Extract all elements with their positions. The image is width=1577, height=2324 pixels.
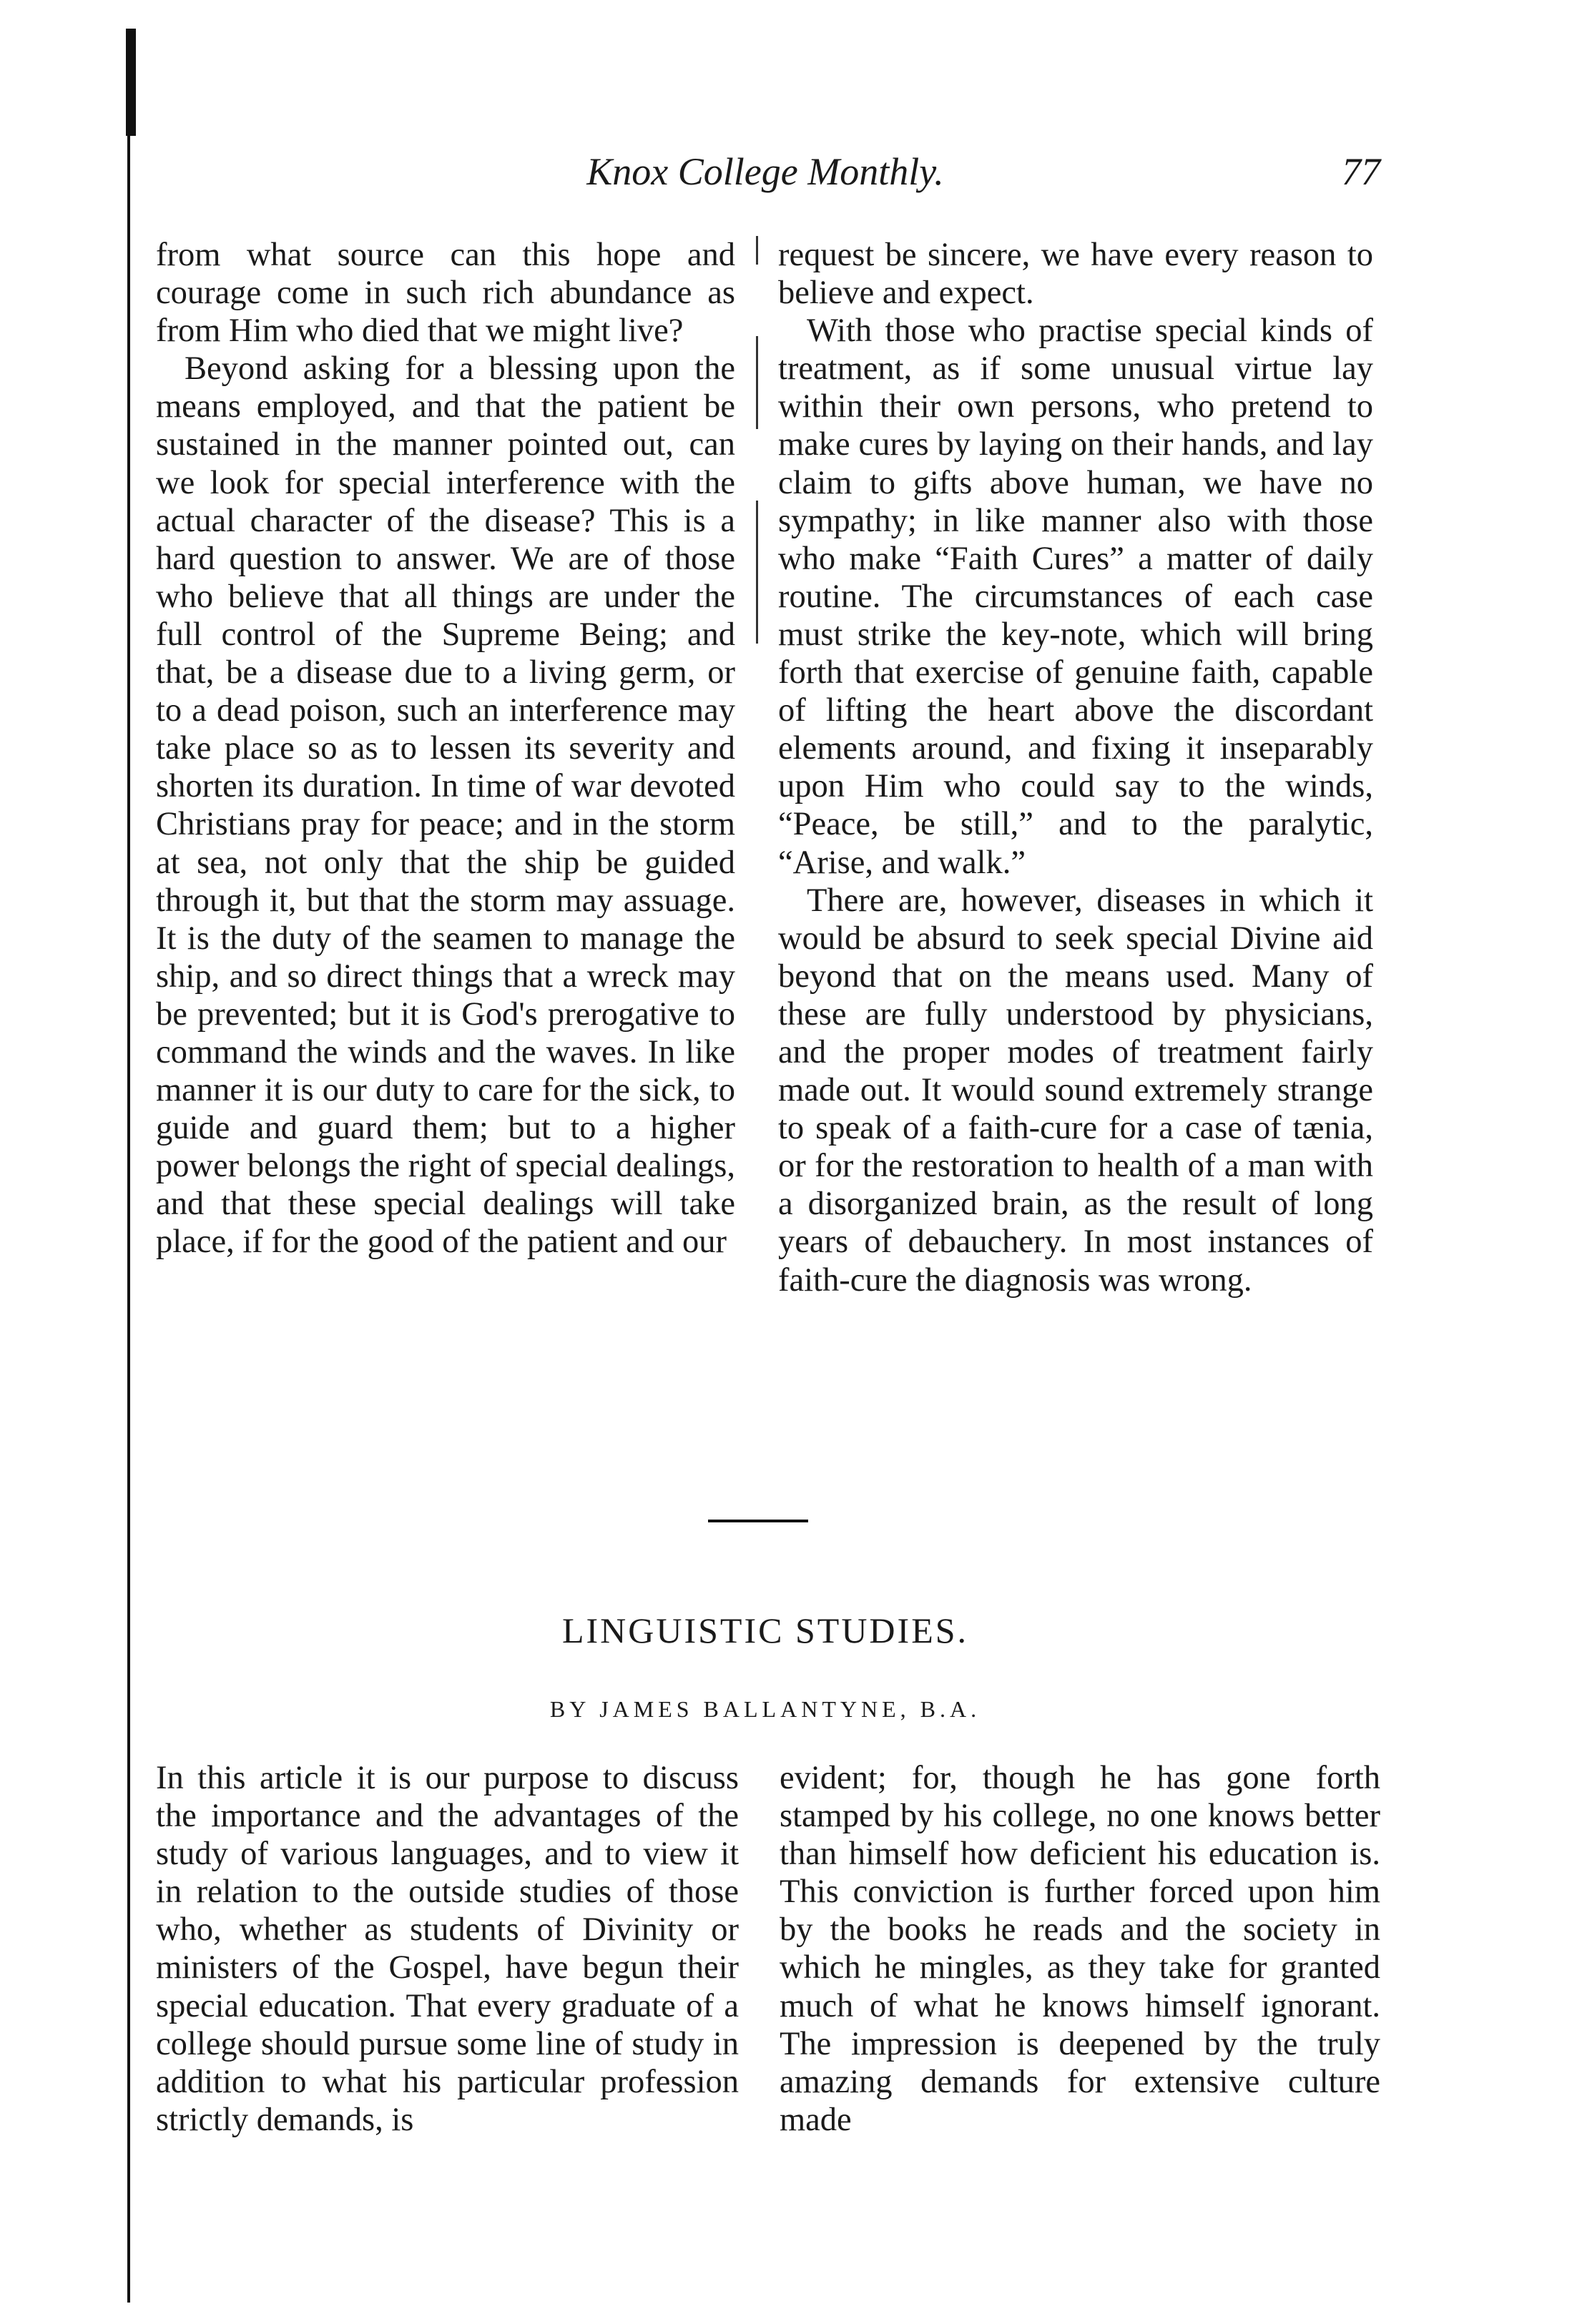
paragraph: With those who practise special kinds of treatment, as if some unusual virtue lay within their own persons, who pretend to make cures by laying on their hands, and lay claim to gifts above human, we have no sympathy; in like manner also with those who make “Faith Cures” a matter of daily routine. The circumstances of each case must strike the key-note, which will bring forth that exercise of genuine faith, capable of lifting the heart above the discordant elements around, and fixing it inseparably upon Him who could say to the winds, “Peace, be still,” and to the paralytic, “Arise, and walk.” [778,312,1373,881]
paragraph: from what source can this hope and courage come in such rich abundance as from Him who died that we might live? [156,237,735,350]
column-gutter-mark [756,236,758,265]
section-divider [708,1520,808,1522]
page-number: 77 [1342,150,1380,193]
bottom-right-column [780,1759,1380,2139]
top-left-column [156,236,735,1261]
article-title: LINGUISTIC STUDIES. [561,1610,969,1650]
bottom-left-column [156,1759,739,2139]
page-left-border [127,29,130,2303]
running-title: Knox College Monthly. [586,150,944,193]
paragraph: In this article it is our purpose to discuss the importance and the advantages of the study of various languages, and to view it in relation to the outside studies of those who, whether as students of Divinity or ministers of the Gospel, have begun their special education. That every graduate of a college should pursue some line of study in addition to what his particular profession strictly demands, is [156,1760,739,2138]
paragraph: request be sincere, we have every reason to believe and expect. [778,237,1373,312]
column-gutter-mark [756,501,758,644]
paragraph: evident; for, though he has gone forth stamped by his college, no one knows better than himself how deficient his education is. This conviction is further forced upon him by the books he reads and the society in which he mingles, as they take for granted much of what he knows himself ignorant. The impression is deepened by the truly amazing demands for extensive culture made [780,1760,1380,2138]
article-byline: BY JAMES BALLANTYNE, B.A. [549,1696,981,1722]
top-right-column [778,236,1373,1299]
page-header [150,147,1380,197]
paragraph: There are, however, diseases in which it would be absurd to seek special Divine aid beyond that on the means used. Many of these are fully understood by physicians, and the proper modes of treatment fairly made out. It would sound extremely strange to speak of a faith-cure for a case of tænia, or for the restoration to health of a man with a disorganized brain, as the result of long years of debauchery. In most instances of faith-cure the diagnosis was wrong. [778,882,1373,1299]
column-gutter-mark [756,336,758,429]
paragraph: Beyond asking for a blessing upon the means employed, and that the patient be sustained in the manner pointed out, can we look for special interference with the actual character of the disease? This is a hard question to answer. We are of those who believe that all things are under the full control of the Supreme Being; and that, be a disease due to a living germ, or to a dead poison, such an interference may take place so as to lessen its severity and shorten its duration. In time of war devoted Christians pray for peace; and in the storm at sea, not only that the ship be guided through it, but that the storm may assuage. It is the duty of the seamen to manage the ship, and so direct things that a wreck may be prevented; but it is God's prerogative to command the winds and the waves. In like manner it is our duty to care for the sick, to guide and guard them; but to a higher power belongs the right of special dealings, and that these special dealings will take place, if for the good of the patient and our [156,350,735,1261]
